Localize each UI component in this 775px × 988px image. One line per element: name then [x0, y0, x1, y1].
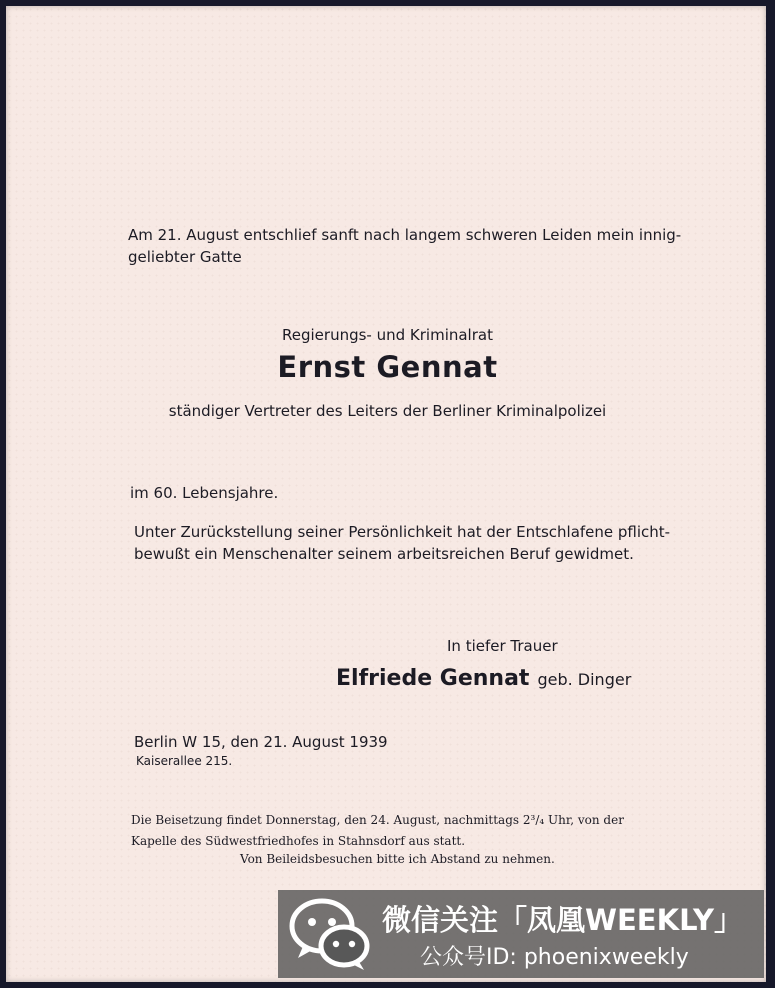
widow-name: Elfriede Gennat	[336, 666, 530, 691]
rank-title: Regierungs- und Kriminalrat	[282, 326, 493, 344]
tribute-line-2: bewußt ein Menschenalter seinem arbeitsreichen Beruf gewidmet.	[134, 545, 634, 563]
funeral-info	[131, 810, 624, 852]
deceased-name: Ernst Gennat	[277, 350, 498, 384]
deceased-role: ständiger Vertreter des Leiters der Berliner Kriminalpolizei	[168, 402, 607, 420]
age-text: im 60. Lebensjahre.	[130, 484, 279, 502]
watermark-title: 微信关注「凤凰WEEKLY」	[382, 903, 744, 937]
condolence-note: Von Beileidsbesuchen bitte ich Abstand zu nehmen.	[240, 852, 555, 866]
wechat-icon	[286, 894, 376, 974]
widow-maiden-name: geb. Dinger	[537, 670, 632, 689]
intro-text	[128, 224, 681, 268]
funeral-line-2: Kapelle des Südwestfriedhofes in Stahnsdorf aus statt.	[131, 834, 466, 848]
address: Kaiserallee 215.	[136, 754, 233, 768]
intro-line-1: Am 21. August entschlief sanft nach langem schweren Leiden mein innig-	[128, 226, 682, 244]
watermark-banner	[278, 890, 764, 978]
intro-line-2: geliebter Gatte	[128, 248, 242, 266]
tribute-line-1: Unter Zurückstellung seiner Persönlichkeit hat der Entschlafene pflicht-	[134, 523, 671, 541]
watermark-account-id: 公众号ID: phoenixweekly	[420, 945, 689, 970]
funeral-line-1: Die Beisetzung findet Donnerstag, den 24. August, nachmittags 2³/₄ Uhr, von der	[131, 813, 624, 827]
tribute-text	[134, 521, 670, 565]
widow-signature	[336, 666, 631, 691]
place-date: Berlin W 15, den 21. August 1939	[134, 733, 388, 751]
mourning-text: In tiefer Trauer	[447, 637, 558, 655]
